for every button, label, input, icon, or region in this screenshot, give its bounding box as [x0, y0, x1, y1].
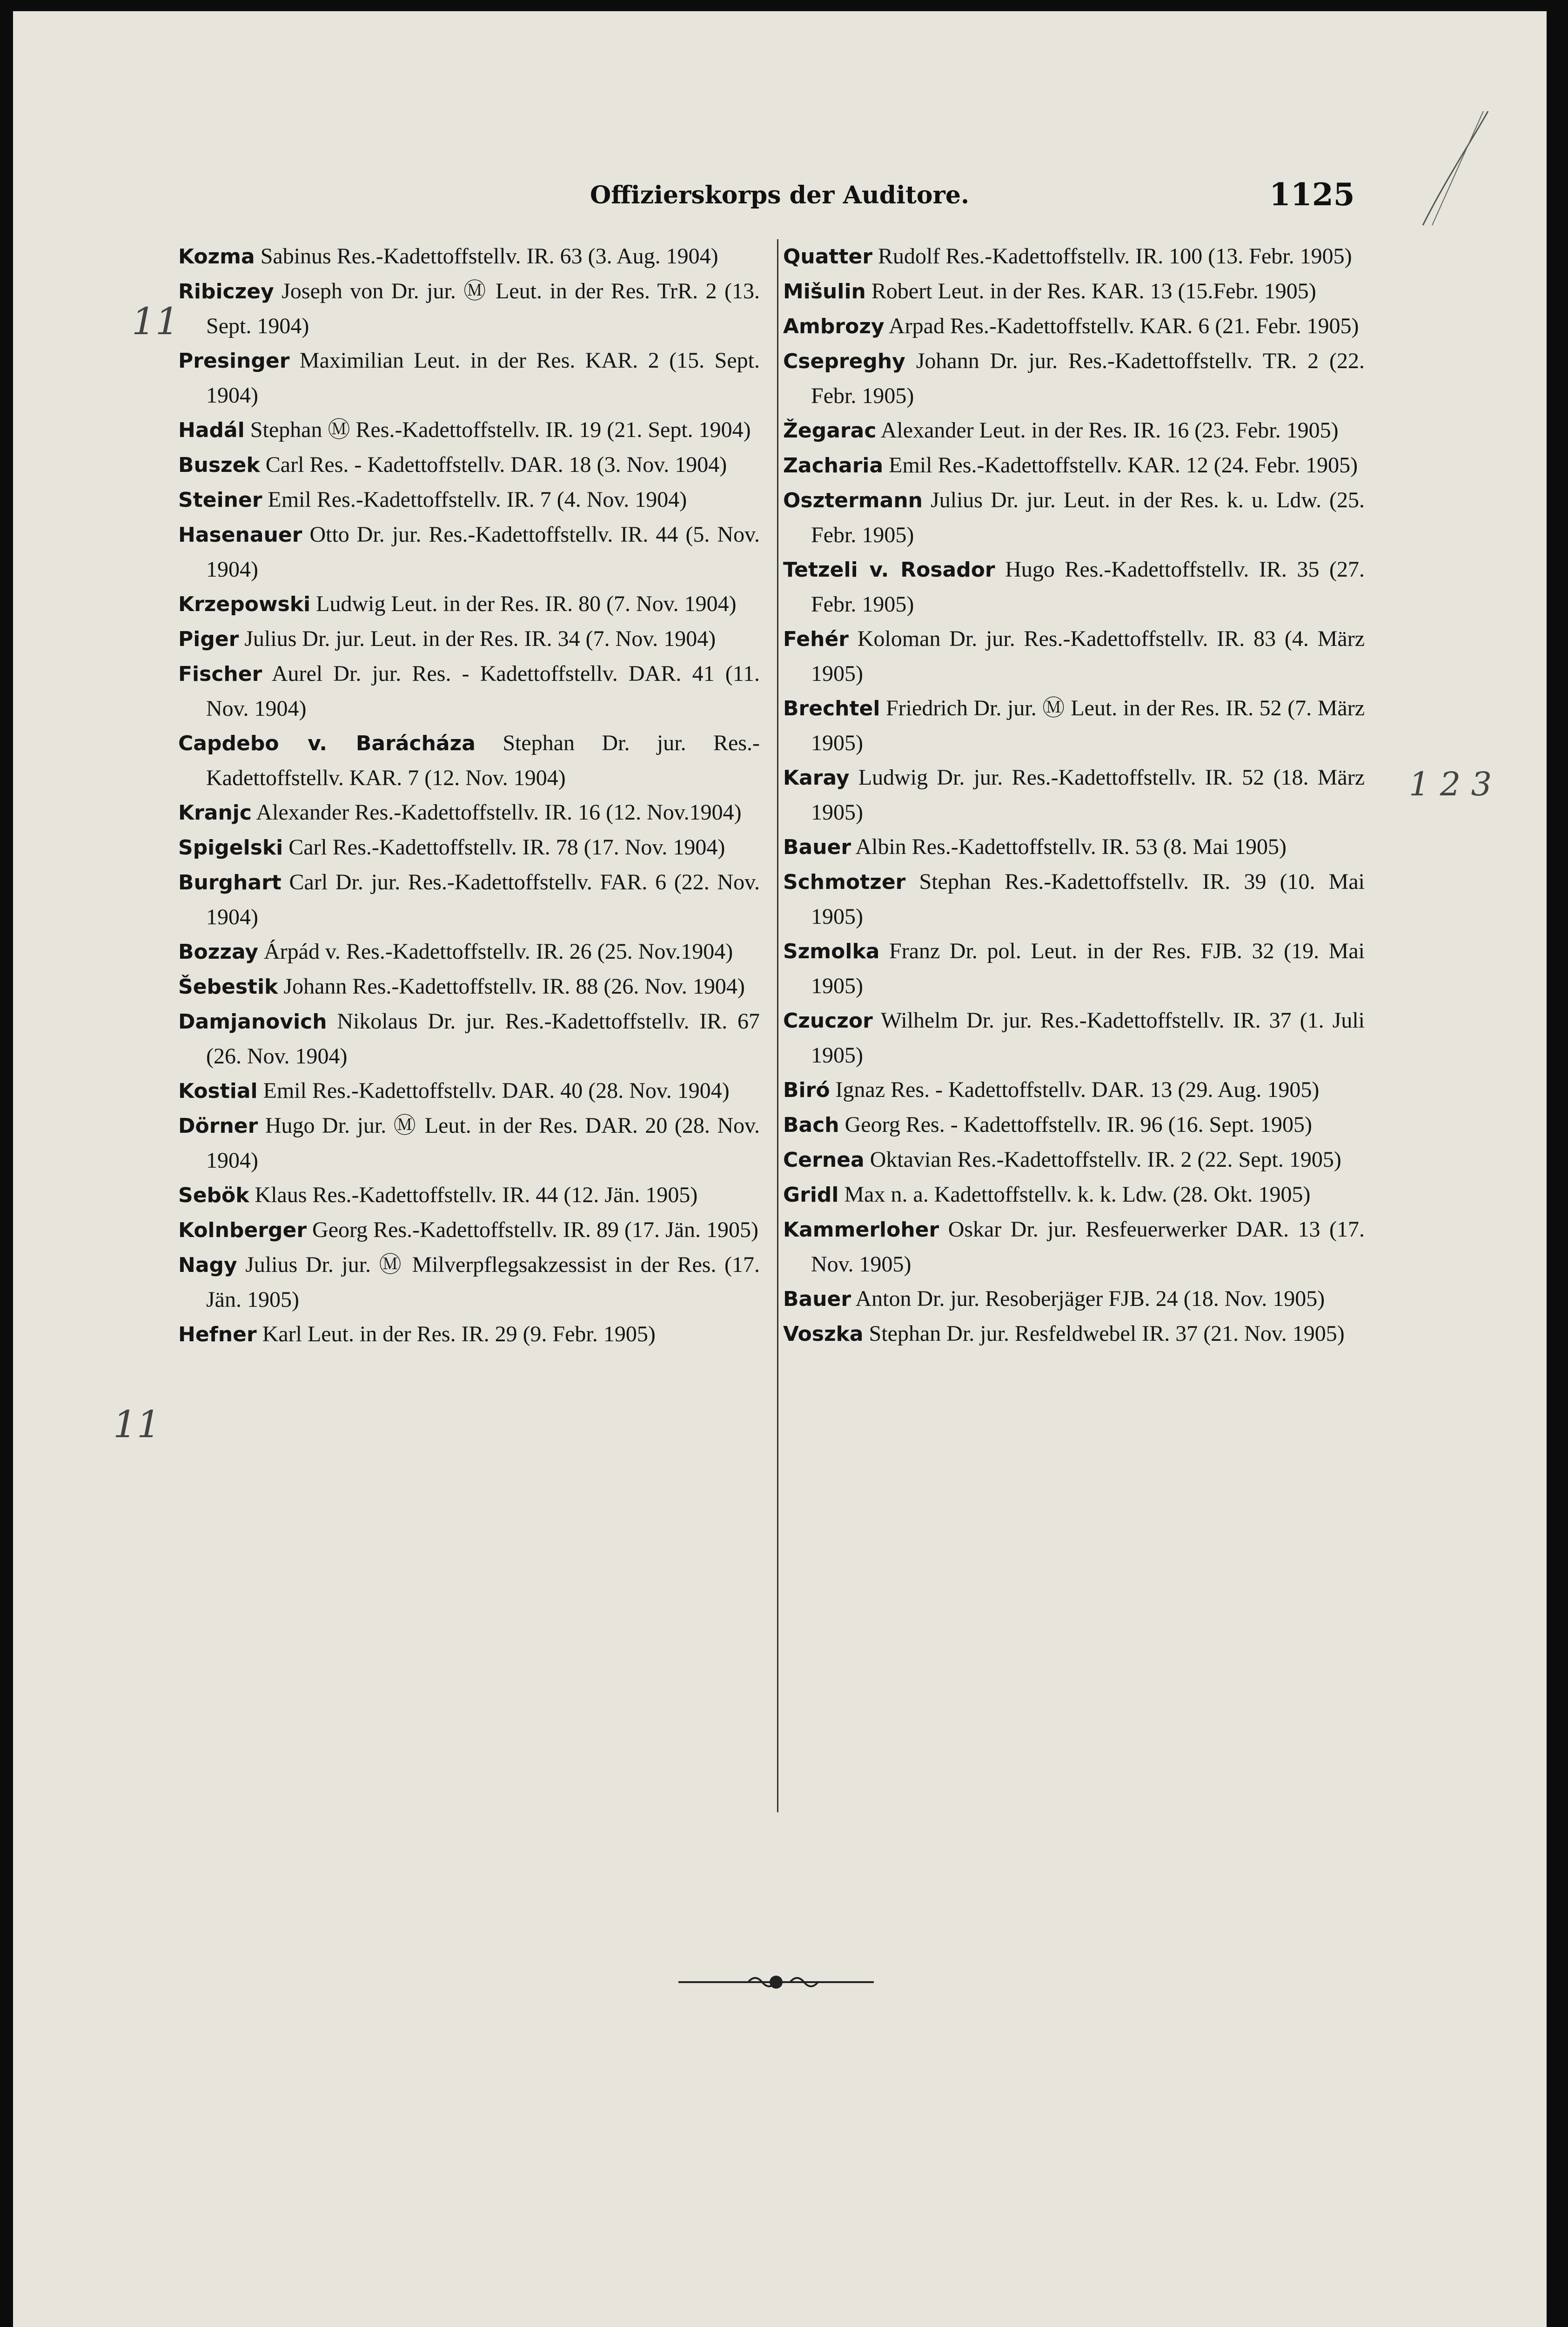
list-item [178, 830, 760, 865]
list-item [783, 274, 1365, 309]
entry-name: Karay [783, 766, 850, 790]
list-item [783, 760, 1365, 830]
list-item [783, 239, 1365, 274]
entry-text: Árpád v. Res.-Kadettoffstellv. IR. 26 (25. Nov.1904) [264, 939, 733, 964]
entry-text: Emil Res.-Kadettoffstellv. KAR. 12 (24. Febr. 1905) [889, 453, 1358, 478]
section-end-ornament [678, 1973, 874, 1991]
entry-text: Rudolf Res.-Kadettoffstellv. IR. 100 (13. Febr. 1905) [878, 244, 1352, 269]
entry-text: Hugo Dr. jur. Ⓜ Leut. in der Res. DAR. 20 (28. Nov. 1904) [206, 1113, 760, 1173]
entry-name: Szmolka [783, 940, 880, 963]
list-item [783, 1143, 1365, 1177]
entry-text: Karl Leut. in der Res. IR. 29 (9. Febr. 1905) [262, 1322, 656, 1346]
entry-text: Robert Leut. in der Res. KAR. 13 (15.Febr. 1905) [871, 279, 1316, 303]
entry-name: Spigelski [178, 836, 283, 860]
entry-text: Alexander Leut. in der Res. IR. 16 (23. Febr. 1905) [880, 418, 1339, 443]
list-item [783, 309, 1365, 344]
entry-text: Anton Dr. jur. Resoberjäger FJB. 24 (18. Nov. 1905) [855, 1286, 1325, 1311]
entry-text: Arpad Res.-Kadettoffstellv. KAR. 6 (21. Febr. 1905) [888, 314, 1359, 338]
entry-text: Wilhelm Dr. jur. Res.-Kadettoffstellv. IR. 37 (1. Juli 1905) [811, 1008, 1365, 1068]
margin-mark-bottom: 11 [113, 1403, 161, 1446]
entry-text: Hugo Res.-Kadettoffstellv. IR. 35 (27. Febr. 1905) [811, 557, 1365, 617]
list-item [783, 691, 1365, 760]
entry-name: Bach [783, 1113, 839, 1137]
entry-text: Johann Dr. jur. Res.-Kadettoffstellv. TR. 2 (22. Febr. 1905) [811, 349, 1365, 408]
entry-name: Quatter [783, 245, 873, 269]
entry-text: Alexander Res.-Kadettoffstellv. IR. 16 (12. Nov.1904) [256, 800, 742, 825]
entry-text: Emil Res.-Kadettoffstellv. IR. 7 (4. Nov. 1904) [268, 487, 687, 512]
entry-name: Krzepowski [178, 592, 311, 616]
list-item [178, 343, 760, 413]
list-item [178, 1248, 760, 1317]
entry-text: Klaus Res.-Kadettoffstellv. IR. 44 (12. Jän. 1905) [255, 1183, 698, 1207]
entry-text: Koloman Dr. jur. Res.-Kadettoffstellv. IR. 83 (4. März 1905) [811, 626, 1365, 686]
entry-text: Friedrich Dr. jur. Ⓜ Leut. in der Res. IR. 52 (7. März 1905) [811, 696, 1365, 755]
entry-name: Ambrozy [783, 315, 885, 338]
left-column [178, 239, 760, 1352]
entry-name: Piger [178, 627, 239, 651]
list-item [783, 1177, 1365, 1212]
entry-text: Emil Res.-Kadettoffstellv. DAR. 40 (28. Nov. 1904) [263, 1078, 730, 1103]
entry-name: Osztermann [783, 489, 923, 512]
entry-text: Georg Res.-Kadettoffstellv. IR. 89 (17. Jän. 1905) [312, 1217, 758, 1242]
list-item [178, 239, 760, 274]
margin-mark-top: 11 [132, 300, 179, 343]
list-item [783, 1003, 1365, 1073]
entry-text: Sabinus Res.-Kadettoffstellv. IR. 63 (3. Aug. 1904) [260, 244, 718, 269]
entry-text: Julius Dr. jur. Leut. in der Res. IR. 34 (7. Nov. 1904) [244, 626, 716, 651]
list-item [783, 830, 1365, 865]
list-item [178, 795, 760, 830]
entry-name: Dörner [178, 1114, 258, 1138]
entry-text: Stephan Res.-Kadettoffstellv. IR. 39 (10. Mai 1905) [811, 869, 1365, 929]
list-item [783, 1212, 1365, 1282]
entry-name: Steiner [178, 488, 262, 512]
list-item [178, 518, 760, 587]
list-item [783, 413, 1365, 448]
page-title: Offizierskorps der Auditore. [590, 181, 970, 209]
entry-text: Johann Res.-Kadettoffstellv. IR. 88 (26. Nov. 1904) [283, 974, 745, 999]
list-item [178, 622, 760, 657]
list-item [783, 483, 1365, 552]
page-header [13, 176, 1547, 218]
list-item [783, 448, 1365, 483]
entry-name: Kolnberger [178, 1218, 307, 1242]
column-divider [777, 239, 778, 1812]
list-item [783, 1282, 1365, 1317]
entry-text: Julius Dr. jur. Ⓜ Milverpflegsakzessist in der Res. (17. Jän. 1905) [206, 1252, 760, 1312]
list-item [178, 1317, 760, 1352]
entry-name: Damjanovich [178, 1010, 327, 1034]
entry-name: Presinger [178, 349, 290, 373]
list-item [178, 448, 760, 483]
entry-text: Oktavian Res.-Kadettoffstellv. IR. 2 (22. Sept. 1905) [870, 1147, 1341, 1172]
entry-name: Sebök [178, 1184, 249, 1207]
list-item [178, 726, 760, 795]
entry-name: Buszek [178, 453, 260, 477]
entry-text: Otto Dr. jur. Res.-Kadettoffstellv. IR. 44 (5. Nov. 1904) [206, 522, 760, 582]
entry-text: Carl Res.-Kadettoffstellv. IR. 78 (17. Nov. 1904) [288, 835, 725, 860]
entry-name: Zacharia [783, 454, 884, 478]
entry-text: Stephan Ⓜ Res.-Kadettoffstellv. IR. 19 (21. Sept. 1904) [250, 417, 751, 442]
list-item [178, 1178, 760, 1213]
entry-text: Nikolaus Dr. jur. Res.-Kadettoffstellv. IR. 67 (26. Nov. 1904) [206, 1009, 760, 1069]
margin-mark-right: 1 2 3 [1409, 765, 1492, 803]
entry-text: Maximilian Leut. in der Res. KAR. 2 (15. Sept. 1904) [206, 348, 760, 408]
entry-text: Stephan Dr. jur. Res.-Kadettoffstellv. KAR. 7 (12. Nov. 1904) [206, 731, 760, 790]
list-item [178, 935, 760, 969]
entry-text: Oskar Dr. jur. Resfeuerwerker DAR. 13 (17. Nov. 1905) [811, 1217, 1365, 1277]
list-item [178, 587, 760, 622]
entry-text: Albin Res.-Kadettoffstellv. IR. 53 (8. Mai 1905) [855, 834, 1287, 859]
entry-name: Kranjc [178, 801, 252, 825]
entry-text: Georg Res. - Kadettoffstellv. IR. 96 (16. Sept. 1905) [844, 1112, 1312, 1137]
list-item [783, 1108, 1365, 1143]
entry-name: Mišulin [783, 280, 866, 303]
entry-text: Stephan Dr. jur. Resfeldwebel IR. 37 (21. Nov. 1905) [869, 1321, 1345, 1346]
entry-text: Joseph von Dr. jur. Ⓜ Leut. in der Res. TrR. 2 (13. Sept. 1904) [206, 279, 760, 338]
entry-name: Ribiczey [178, 280, 274, 303]
list-item [783, 934, 1365, 1003]
list-item [783, 1317, 1365, 1352]
entry-name: Bauer [783, 1287, 851, 1311]
list-item [178, 657, 760, 726]
entry-text: Franz Dr. pol. Leut. in der Res. FJB. 32 (19. Mai 1905) [811, 939, 1365, 998]
list-item [783, 622, 1365, 691]
entry-name: Burghart [178, 871, 281, 894]
list-item [783, 1073, 1365, 1108]
page-number: 1125 [1269, 176, 1355, 213]
list-item [178, 1213, 760, 1248]
entry-text: Ludwig Dr. jur. Res.-Kadettoffstellv. IR. 52 (18. März 1905) [811, 765, 1365, 825]
list-item [178, 413, 760, 448]
entry-name: Hasenauer [178, 523, 302, 547]
entry-name: Fischer [178, 662, 262, 686]
entry-text: Aurel Dr. jur. Res. - Kadettoffstellv. DAR. 41 (11. Nov. 1904) [206, 661, 760, 721]
entry-name: Hefner [178, 1323, 257, 1346]
list-item [178, 483, 760, 518]
entry-name: Czuczor [783, 1009, 873, 1033]
entry-name: Gridl [783, 1183, 839, 1207]
entry-name: Brechtel [783, 697, 880, 720]
entry-name: Capdebo v. Barácháza [178, 732, 476, 755]
entry-name: Hadál [178, 418, 245, 442]
entry-text: Ignaz Res. - Kadettoffstellv. DAR. 13 (29. Aug. 1905) [835, 1077, 1320, 1102]
list-item [178, 1109, 760, 1178]
list-item [783, 552, 1365, 622]
list-item [783, 344, 1365, 413]
entry-name: Bauer [783, 835, 851, 859]
entry-name: Schmotzer [783, 870, 906, 894]
entry-name: Cernea [783, 1148, 864, 1172]
entry-name: Kammerloher [783, 1218, 939, 1242]
entry-name: Bozzay [178, 940, 259, 964]
list-item [178, 1074, 760, 1109]
list-item [178, 1004, 760, 1074]
entry-name: Tetzeli v. Rosador [783, 558, 995, 582]
entry-name: Kozma [178, 245, 255, 269]
list-item [178, 274, 760, 343]
entry-text: Julius Dr. jur. Leut. in der Res. k. u. Ldw. (25. Febr. 1905) [811, 488, 1365, 547]
right-column [783, 239, 1365, 1352]
entry-name: Šebestik [178, 975, 278, 999]
document-page [13, 11, 1547, 2327]
entry-name: Csepreghy [783, 350, 905, 373]
entry-name: Nagy [178, 1253, 237, 1277]
entry-name: Fehér [783, 627, 849, 651]
entry-text: Max n. a. Kadettoffstellv. k. k. Ldw. (28. Okt. 1905) [844, 1182, 1311, 1207]
entry-text: Carl Dr. jur. Res.-Kadettoffstellv. FAR. 6 (22. Nov. 1904) [206, 870, 760, 929]
list-item [783, 865, 1365, 934]
entry-name: Žegarac [783, 419, 877, 443]
entry-name: Biró [783, 1078, 830, 1102]
entry-name: Voszka [783, 1322, 864, 1346]
entry-text: Carl Res. - Kadettoffstellv. DAR. 18 (3. Nov. 1904) [265, 452, 727, 477]
list-item [178, 969, 760, 1004]
entry-name: Kostial [178, 1079, 258, 1103]
entry-text: Ludwig Leut. in der Res. IR. 80 (7. Nov. 1904) [316, 592, 737, 616]
list-item [178, 865, 760, 935]
